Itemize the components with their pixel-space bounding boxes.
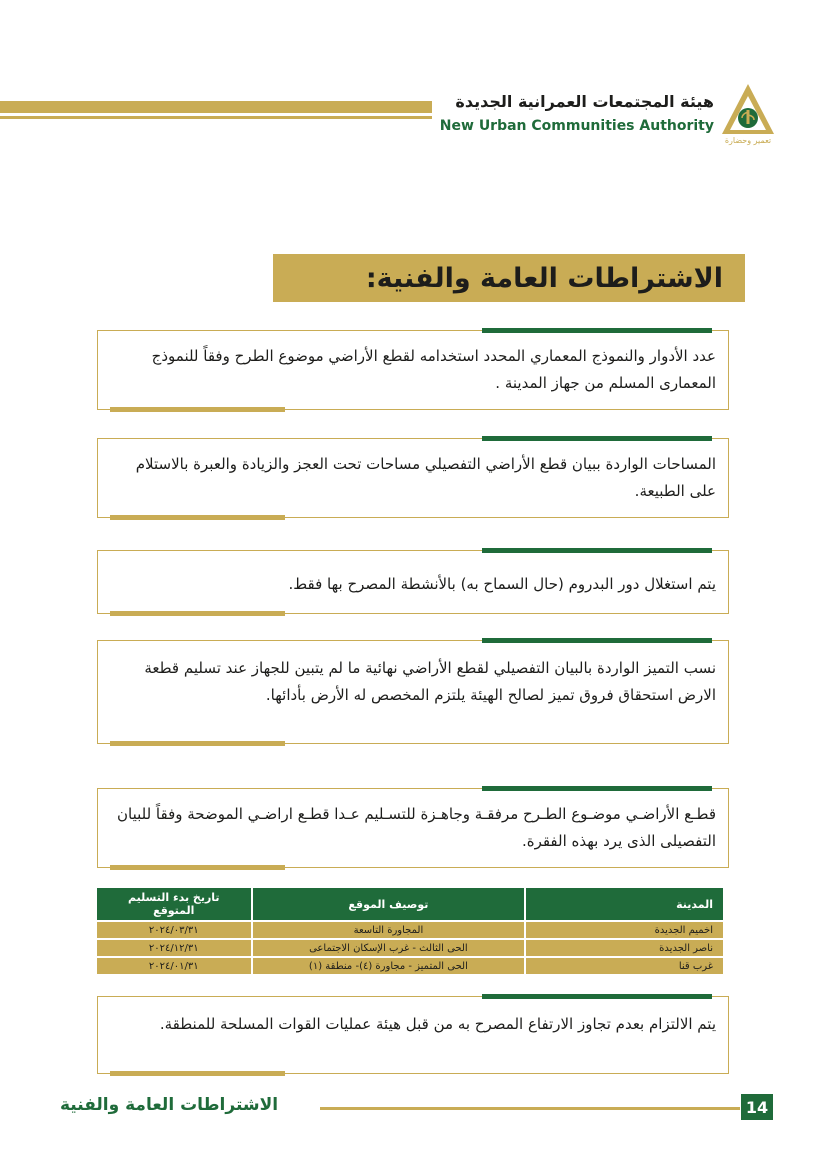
col-header-location: توصيف الموقع bbox=[253, 888, 525, 920]
clause-bottom-accent bbox=[110, 741, 285, 746]
footer-gold-line bbox=[320, 1107, 740, 1110]
section-title: الاشتراطات العامة والفنية: bbox=[365, 262, 723, 294]
cell-city: ناصر الجديدة bbox=[526, 940, 723, 956]
clause-text-4: نسب التميز الواردة بالبيان التفصيلي لقطع الأراضي نهائية ما لم يتبين للجهاز عند تسليم قطعة الارض استحقاق فروق تميز لصالح الهيئة يلتزم المخصص له الأرض بأدائها. bbox=[144, 659, 716, 704]
clause-box-2 bbox=[97, 438, 729, 518]
table-row bbox=[97, 922, 723, 938]
footer-section-title: الاشتراطات العامة والفنية bbox=[60, 1095, 279, 1115]
clause-text-6: يتم الالتزام بعدم تجاوز الارتفاع المصرح به من قبل هيئة عمليات القوات المسلحة للمنطقة. bbox=[159, 1015, 716, 1033]
cell-location: الحى الثالث - غرب الإسكان الاجتماعى bbox=[253, 940, 525, 956]
section-title-box bbox=[273, 254, 745, 302]
col-header-delivery-date: تاريخ بدء التسليم المتوقع bbox=[97, 888, 251, 920]
cell-city: غرب قنا bbox=[526, 958, 723, 974]
header-gold-underline bbox=[0, 116, 432, 119]
cell-date: ٢٠٢٤/٠١/٣١ bbox=[97, 958, 251, 974]
clause-bottom-accent bbox=[110, 1071, 285, 1076]
clause-text-2: المساحات الواردة ببيان قطع الأراضي التفصيلي مساحات تحت العجز والزيادة والعبرة بالاستلام على الطبيعة. bbox=[135, 455, 716, 500]
cell-location: الحى المتميز - مجاورة (٤)- منطقة (١) bbox=[253, 958, 525, 974]
clause-bottom-accent bbox=[110, 611, 285, 616]
nuca-logo bbox=[720, 82, 776, 146]
clause-box-3 bbox=[97, 550, 729, 614]
header-gold-bar bbox=[0, 101, 432, 113]
org-name-english: New Urban Communities Authority bbox=[439, 118, 714, 134]
table-header-row bbox=[97, 888, 723, 920]
clause-text-1: عدد الأدوار والنموذج المعماري المحدد استخدامه لقطع الأراضي موضوع الطرح وفقاً للنموذج المعمارى المسلم من جهاز المدينة . bbox=[151, 347, 716, 392]
clause-text-5: قطـع الأراضـي موضـوع الطـرح مرفقـة وجاهـزة للتسـليم عـدا قطـع اراضـي الموضحة وفقاً للبيان التفصيلى الذى يرد بهذه الفقرة. bbox=[116, 805, 716, 850]
logo-text: تعمير وحضارة bbox=[724, 136, 772, 145]
clause-top-accent bbox=[482, 638, 712, 643]
clause-bottom-accent bbox=[110, 515, 285, 520]
clause-bottom-accent bbox=[110, 407, 285, 412]
cell-date: ٢٠٢٤/١٢/٣١ bbox=[97, 940, 251, 956]
delivery-schedule-table bbox=[95, 886, 725, 976]
clause-top-accent bbox=[482, 328, 712, 333]
clause-box-5 bbox=[97, 788, 729, 868]
col-header-city: المدينة bbox=[526, 888, 723, 920]
clause-text-3: يتم استغلال دور البدروم (حال السماح به) بالأنشطة المصرح بها فقط. bbox=[288, 575, 716, 593]
clause-top-accent bbox=[482, 786, 712, 791]
page-number: 14 bbox=[741, 1094, 773, 1120]
clause-top-accent bbox=[482, 548, 712, 553]
cell-city: اخميم الجديدة bbox=[526, 922, 723, 938]
org-name-arabic: هيئة المجتمعات العمرانية الجديدة bbox=[455, 92, 714, 111]
table-row bbox=[97, 940, 723, 956]
clause-top-accent bbox=[482, 994, 712, 999]
clause-top-accent bbox=[482, 436, 712, 441]
cell-date: ٢٠٢٤/٠٣/٣١ bbox=[97, 922, 251, 938]
clause-box-4 bbox=[97, 640, 729, 744]
clause-box-1 bbox=[97, 330, 729, 410]
clause-box-6 bbox=[97, 996, 729, 1074]
clause-bottom-accent bbox=[110, 865, 285, 870]
cell-location: المجاورة التاسعة bbox=[253, 922, 525, 938]
table-row bbox=[97, 958, 723, 974]
